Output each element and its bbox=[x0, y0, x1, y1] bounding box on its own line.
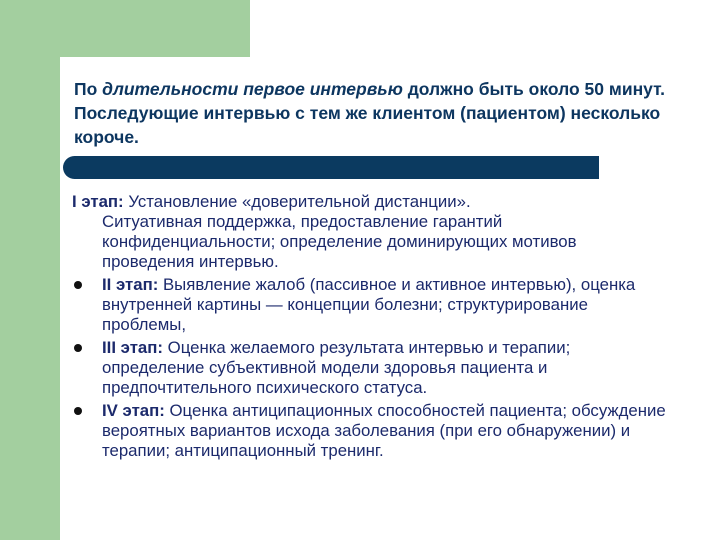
stage-4 bbox=[72, 401, 672, 461]
stage-3 bbox=[72, 338, 672, 398]
bullet-icon bbox=[74, 407, 82, 415]
slide-title bbox=[74, 77, 674, 149]
stage-1 bbox=[72, 192, 672, 272]
title-prefix: По bbox=[74, 79, 103, 99]
stage-4-text: Оценка антиципационных способностей пациента; обсуждение вероятных вариантов исхода заболевания (при его обнаружении) и терапии; антиципационный тренинг. bbox=[102, 401, 666, 460]
stage-4-label: IV этап: bbox=[102, 401, 165, 420]
stage-3-text: Оценка желаемого результата интервью и терапии; определение субъективной модели здоровья пациента и предпочтительного психического статуса. bbox=[102, 338, 571, 397]
stage-2-text: Выявление жалоб (пассивное и активное интервью), оценка внутренней картины — концепции болезни; структурирование проблемы, bbox=[102, 275, 636, 334]
bullet-icon bbox=[74, 281, 82, 289]
divider-bar bbox=[63, 156, 599, 179]
stage-1-label: I этап: bbox=[72, 192, 124, 211]
title-rest: должно быть около 50 минут. Последующие интервью с тем же клиентом (пациентом) несколько короче. bbox=[74, 79, 665, 147]
title-emphasis: длительности первое интервью bbox=[102, 79, 403, 99]
stage-2 bbox=[72, 275, 672, 335]
stage-1-first-line: Установление «доверительной дистанции». bbox=[123, 192, 471, 211]
stage-3-label: III этап: bbox=[102, 338, 163, 357]
left-decorative-strip bbox=[0, 0, 60, 540]
stage-2-label: II этап: bbox=[102, 275, 159, 294]
bullet-icon bbox=[74, 344, 82, 352]
stage-1-continuation: Ситуативная поддержка, предоставление гарантий конфиденциальности; определение доминирующих мотивов проведения интервью. bbox=[102, 212, 577, 271]
stages-list bbox=[72, 192, 672, 464]
top-decorative-block bbox=[60, 0, 250, 57]
